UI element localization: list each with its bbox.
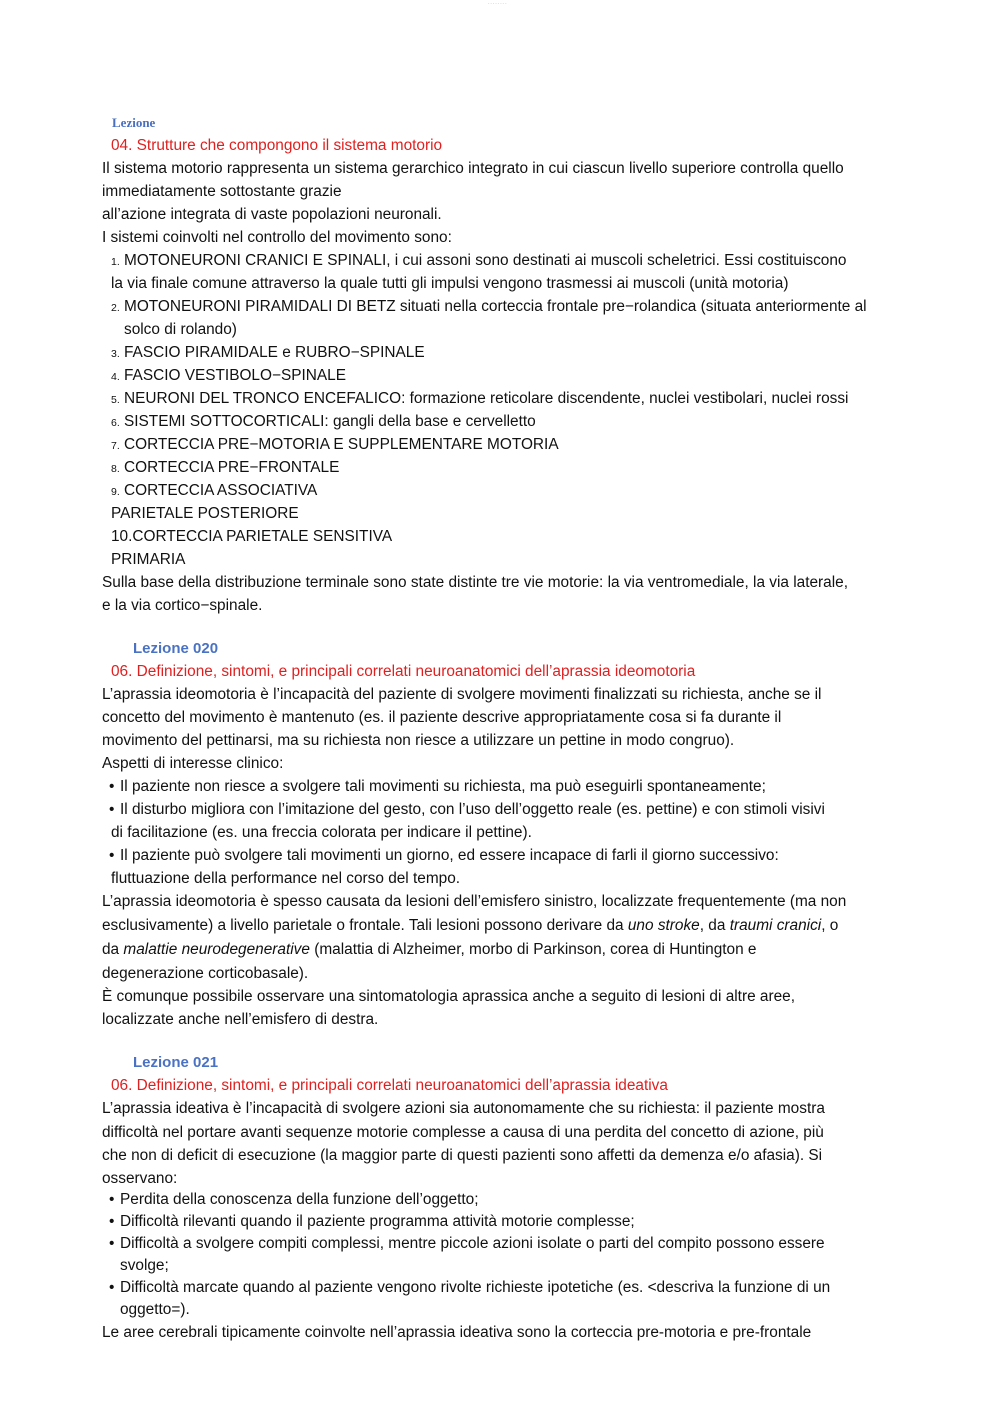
paragraph-line: Le aree cerebrali tipicamente coinvolte nell’aprassia ideativa sono la corteccia pre-motoria e pre-frontale: [102, 1323, 812, 1341]
bullet-continuation: [102, 1255, 902, 1277]
section-spacer: [102, 1031, 902, 1051]
list-item-text: NEURONI DEL TRONCO ENCEFALICO: formazione reticolare discendente, nuclei vestibolari, nuclei rossi: [124, 390, 849, 407]
bullet-text: Il paziente non riesce a svolgere tali movimenti su richiesta, ma può eseguirli spontaneamente;: [120, 778, 766, 795]
bullet-text: Difficoltà rilevanti quando il paziente programma attività motorie complesse;: [120, 1212, 635, 1230]
paragraph-line: all’azione integrata di vaste popolazioni neuronali.: [102, 206, 442, 223]
paragraph-line: localizzate anche nell’emisfero di destra.: [102, 1011, 379, 1028]
paragraph-line: osservano:: [102, 1169, 178, 1187]
list-item: [102, 479, 902, 502]
bullet-icon: •: [109, 1234, 115, 1252]
clinical-aspects-list: [102, 775, 902, 890]
paragraph-line: [102, 938, 902, 962]
bullet-icon: •: [109, 778, 115, 795]
list-item: [102, 525, 902, 548]
bullet-item: [102, 1189, 902, 1211]
text-run: , o: [821, 917, 839, 934]
bullet-icon: •: [109, 801, 115, 818]
bullet-text: Difficoltà a svolgere compiti complessi, mentre piccole azioni isolate o parti del compito possono essere: [120, 1234, 825, 1252]
list-item-continuation: [102, 502, 902, 525]
list-item-text: 10.CORTECCIA PARIETALE SENSITIVA: [111, 528, 393, 545]
paragraph-line: difficoltà nel portare avanti sequenze motorie complesse a causa di una perdita del concetto di azione, più: [102, 1123, 824, 1141]
section-title: 06. Definizione, sintomi, e principali correlati neuroanatomici dell’aprassia ideomotoria: [111, 663, 696, 680]
paragraph-line: L’aprassia ideomotoria è l’incapacità del paziente di svolgere movimenti finalizzati su richiesta, anche se il: [102, 686, 822, 703]
bullet-item: [102, 1211, 902, 1233]
list-number: 5.: [111, 394, 120, 406]
bullet-icon: •: [109, 847, 115, 864]
symptoms-list: [102, 1189, 902, 1321]
list-item: [102, 456, 902, 479]
list-item-text: MOTONEURONI PIRAMIDALI DI BETZ situati nella corteccia frontale pre−rolandica (situata anteriormente al: [124, 298, 867, 315]
text-run: esclusivamente) a livello parietale o frontale. Tali lesioni possono derivare da: [102, 917, 628, 934]
list-number: 9.: [111, 486, 120, 498]
motor-system-list: [102, 249, 902, 571]
bullet-icon: •: [109, 1278, 115, 1296]
paragraph-line: È comunque possibile osservare una sintomatologia aprassica anche a seguito di lesioni di altre aree,: [102, 988, 795, 1005]
section-spacer: [102, 617, 902, 637]
list-item-text: PRIMARIA: [111, 551, 186, 568]
section-title: 04. Strutture che compongono il sistema motorio: [111, 137, 443, 154]
list-item-text: CORTECCIA PRE−MOTORIA E SUPPLEMENTARE MOTORIA: [124, 436, 559, 453]
list-item: [102, 410, 902, 433]
bullet-text: Difficoltà marcate quando al paziente vengono rivolte richieste ipotetiche (es. <descriva la funzione di un: [120, 1278, 831, 1296]
text-run: da: [102, 941, 124, 958]
bullet-continuation: [102, 867, 902, 890]
paragraph-line: degenerazione corticobasale).: [102, 965, 309, 982]
section-lezione-021: [102, 1051, 902, 1344]
list-item: [102, 387, 902, 410]
paragraph-line: movimento del pettinarsi, ma su richiesta non riesce a utilizzare un pettine in modo congruo).: [102, 732, 735, 749]
paragraph-line: immediatamente sottostante grazie: [102, 183, 342, 200]
list-item-text: FASCIO VESTIBOLO−SPINALE: [124, 367, 346, 384]
list-item-continuation: [102, 318, 902, 341]
list-item-continuation: [102, 548, 902, 571]
list-item-text: la via finale comune attraverso la quale tutti gli impulsi vengono trasmessi ai muscoli (unità motoria): [111, 275, 789, 292]
list-item: [102, 295, 902, 318]
document-body: [102, 112, 902, 1344]
paragraph-line: Aspetti di interesse clinico:: [102, 755, 284, 772]
section-lezione-020: [102, 637, 902, 1031]
list-item-text: MOTONEURONI CRANICI E SPINALI, i cui assoni sono destinati ai muscoli scheletrici. Essi costituiscono: [124, 252, 847, 269]
paragraph-line: che non di deficit di esecuzione (la maggior parte di questi pazienti sono affetti da demenza e/o afasia). Si: [102, 1147, 823, 1164]
bullet-text: Perdita della conoscenza della funzione dell’oggetto;: [120, 1190, 479, 1208]
list-item-continuation: [102, 272, 902, 295]
header-mark: - - - - - - - -: [488, 0, 507, 5]
lesson-label: Lezione 020: [133, 640, 219, 657]
list-item: [102, 433, 902, 456]
bullet-item: [102, 1233, 902, 1255]
bullet-icon: •: [109, 1212, 115, 1230]
list-item-text: SISTEMI SOTTOCORTICALI: gangli della base e cervelletto: [124, 413, 536, 430]
bullet-text: fluttuazione della performance nel corso del tempo.: [111, 870, 461, 887]
bullet-text: oggetto=).: [120, 1300, 190, 1318]
bullet-item: [102, 844, 902, 867]
list-number: 3.: [111, 348, 120, 360]
bullet-text: di facilitazione (es. una freccia colorata per indicare il pettine).: [111, 824, 532, 841]
bullet-continuation: [102, 1299, 902, 1321]
list-item-text: CORTECCIA PRE−FRONTALE: [124, 459, 340, 476]
bullet-icon: •: [109, 1190, 115, 1208]
paragraph-line: Il sistema motorio rappresenta un sistema gerarchico integrato in cui ciascun livello superiore controlla quello: [102, 160, 844, 177]
paragraph-line: concetto del movimento è mantenuto (es. il paziente descrive appropriatamente cosa si fa durante il: [102, 709, 782, 726]
list-number: 4.: [111, 371, 120, 383]
paragraph-line: [102, 914, 902, 938]
italic-text: uno stroke: [627, 917, 700, 934]
lesson-label: Lezione: [112, 115, 156, 130]
list-item-text: solco di rolando): [124, 321, 237, 338]
section-title: 06. Definizione, sintomi, e principali correlati neuroanatomici dell’aprassia ideativa: [111, 1077, 668, 1094]
list-number: 7.: [111, 440, 120, 452]
list-number: 1.: [111, 256, 120, 268]
list-number: 2.: [111, 302, 120, 314]
section-lezione-04: [102, 112, 902, 617]
list-number: 6.: [111, 417, 120, 429]
list-item-text: FASCIO PIRAMIDALE e RUBRO−SPINALE: [124, 344, 425, 361]
text-run: (malattia di Alzheimer, morbo di Parkinson, corea di Huntington e: [309, 941, 757, 958]
list-item-text: CORTECCIA ASSOCIATIVA: [124, 482, 318, 499]
bullet-item: [102, 1277, 902, 1299]
lesson-label: Lezione 021: [133, 1054, 219, 1071]
paragraph-line: I sistemi coinvolti nel controllo del movimento sono:: [102, 229, 452, 246]
italic-text: malattie neurodegenerative: [123, 941, 310, 958]
list-item: [102, 341, 902, 364]
bullet-text: svolge;: [120, 1256, 169, 1274]
bullet-text: Il disturbo migliora con l’imitazione del gesto, con l’uso dell’oggetto reale (es. pettine) e con stimoli visivi: [120, 801, 825, 818]
bullet-item: [102, 798, 902, 821]
list-item: [102, 364, 902, 387]
italic-text: traumi cranici: [729, 917, 822, 934]
paragraph-line: e la via cortico−spinale.: [102, 597, 263, 614]
paragraph-line: L’aprassia ideativa è l’incapacità di svolgere azioni sia autonomamente che su richiesta: il paziente mostra: [102, 1100, 825, 1117]
bullet-item: [102, 775, 902, 798]
list-number: 8.: [111, 463, 120, 475]
bullet-continuation: [102, 821, 902, 844]
paragraph-line: L’aprassia ideomotoria è spesso causata da lesioni dell’emisfero sinistro, localizzate frequentemente (ma non: [102, 893, 847, 910]
bullet-text: Il paziente può svolgere tali movimenti un giorno, ed essere incapace di farli il giorno successivo:: [120, 847, 779, 864]
list-item-text: PARIETALE POSTERIORE: [111, 505, 299, 522]
paragraph-line: Sulla base della distribuzione terminale sono state distinte tre vie motorie: la via ventromediale, la via laterale,: [102, 574, 848, 591]
text-run: , da: [699, 917, 730, 934]
list-item: [102, 249, 902, 272]
